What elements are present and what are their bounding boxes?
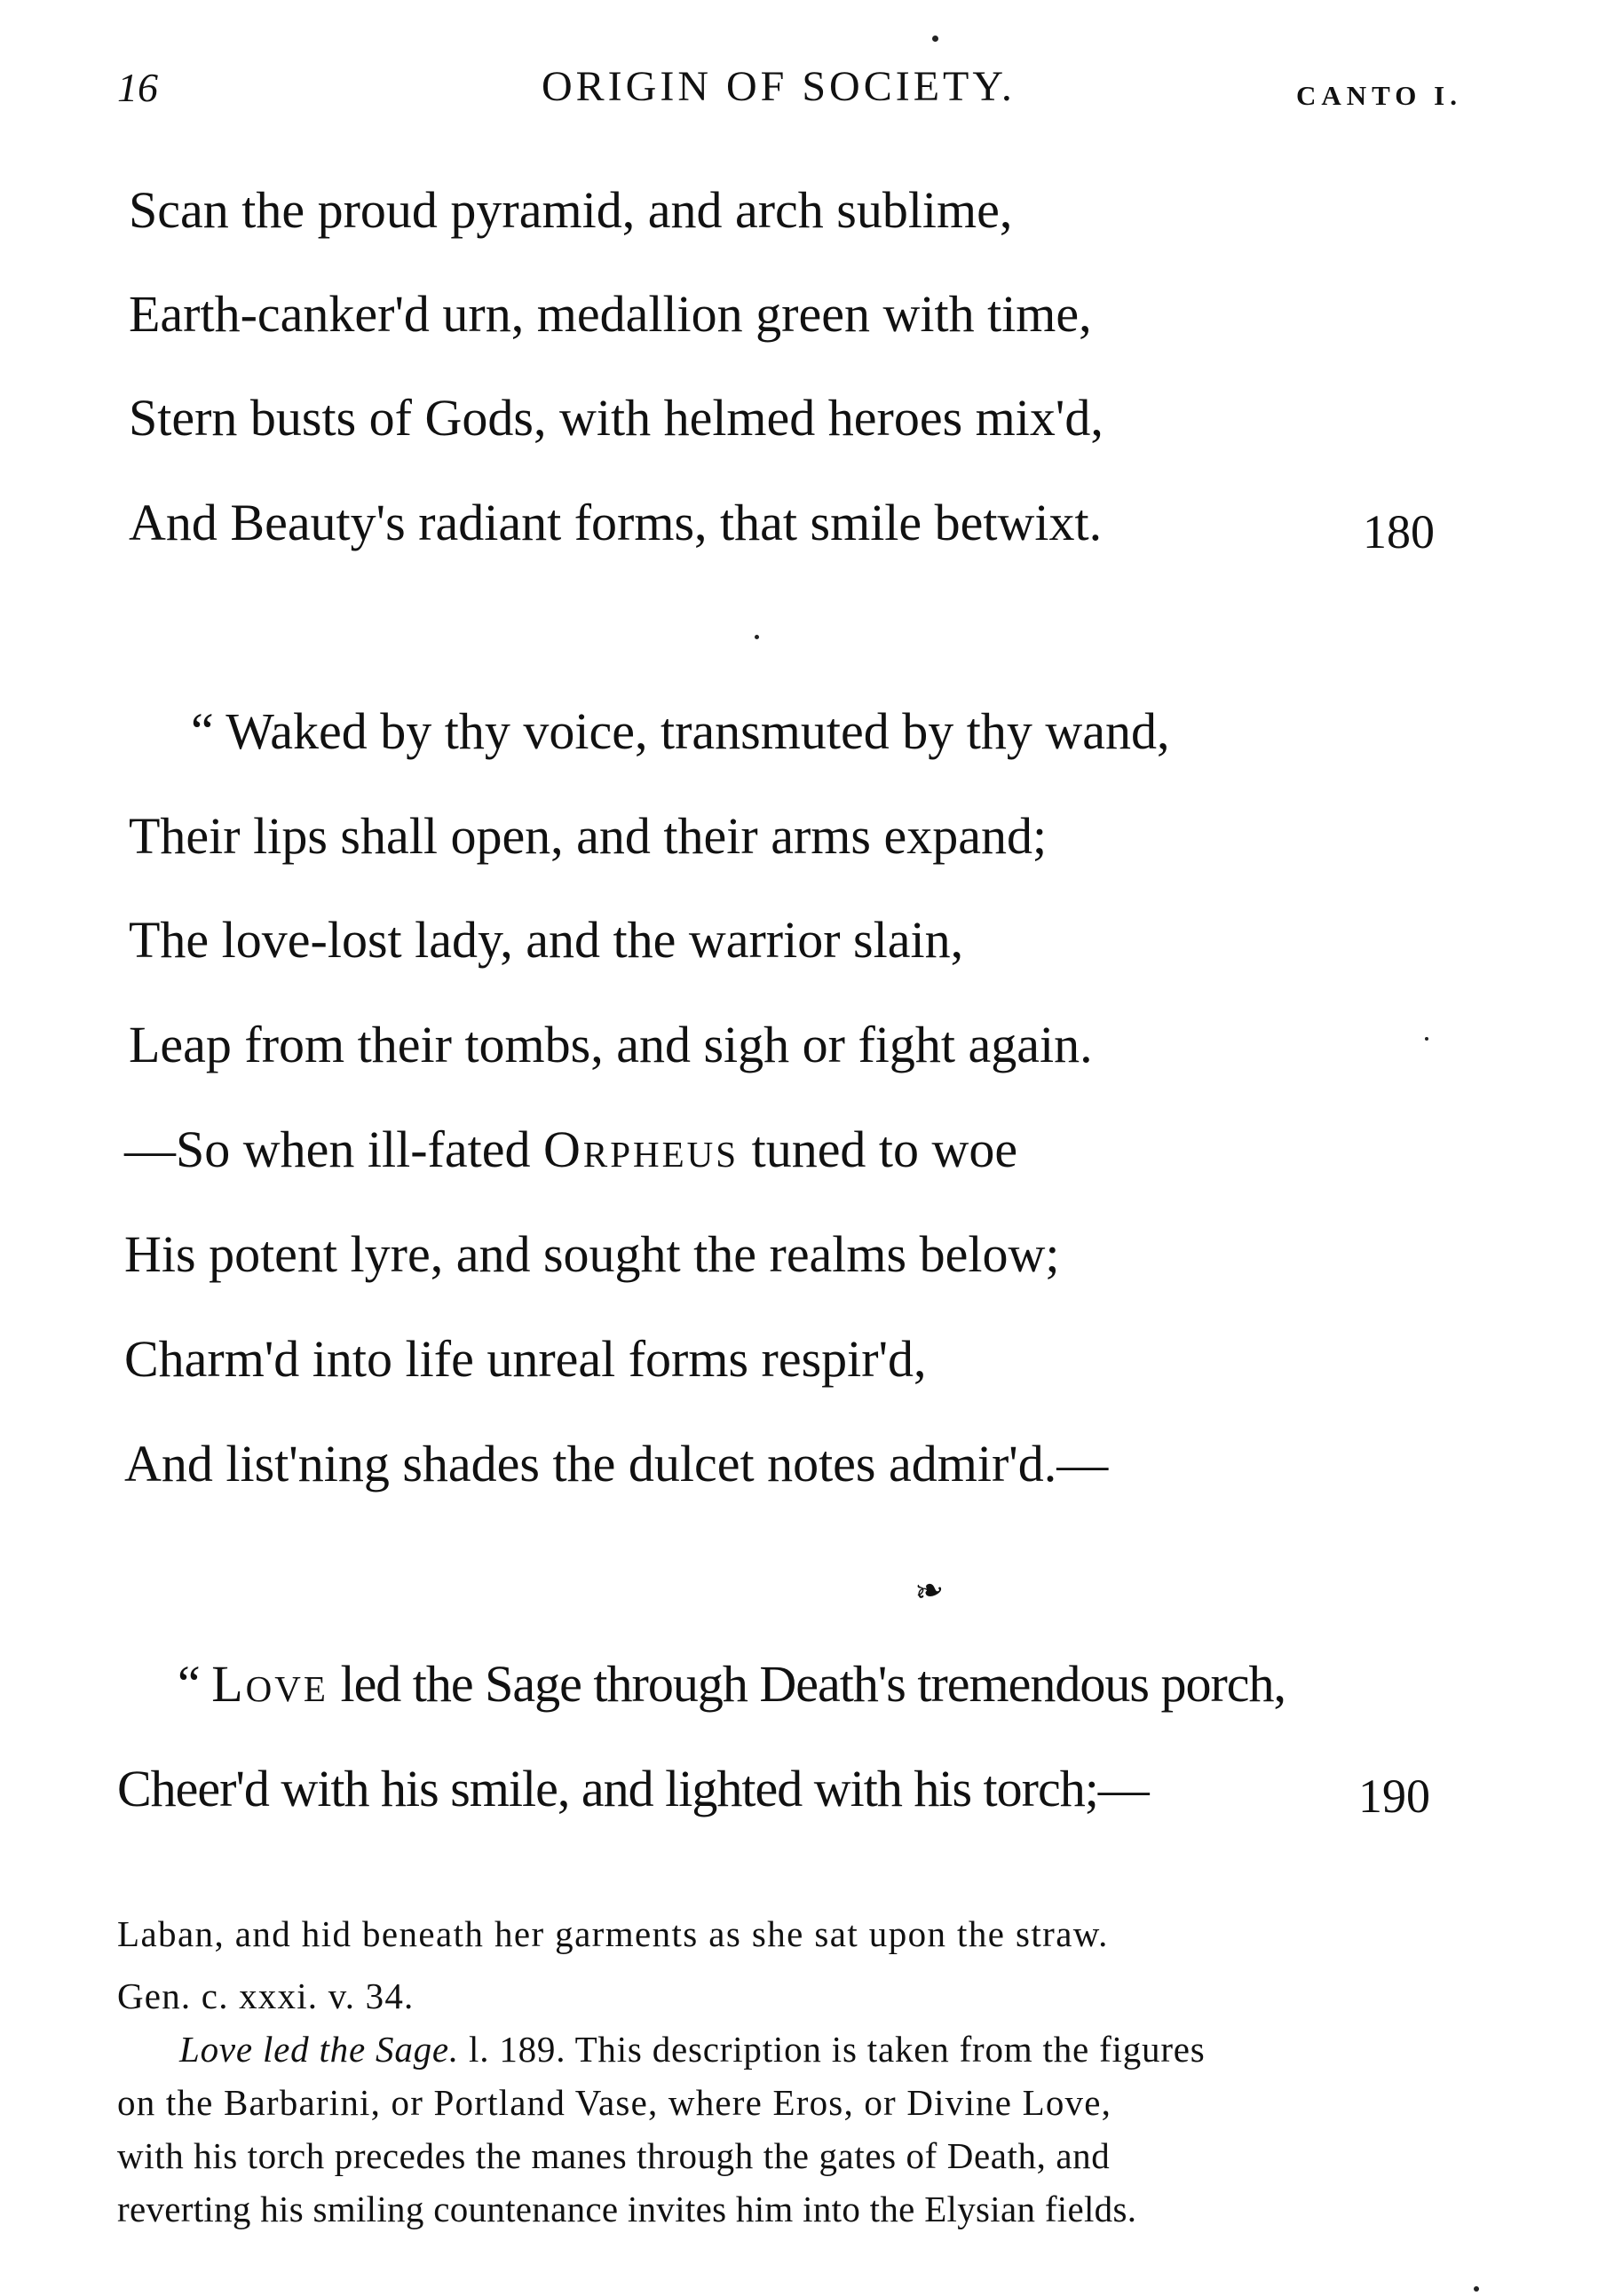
verse-line: Scan the proud pyramid, and arch sublime, [129, 181, 1013, 239]
verse-line: And list'ning shades the dulcet notes admir'd.— [124, 1435, 1109, 1492]
footnote-line: reverting his smiling countenance invites him into the Elysian fields. [117, 2189, 1137, 2229]
footnote-love-led-sage [179, 2031, 1206, 2068]
ornament-fleuron: ❧ [910, 1568, 948, 1613]
verse-line: Their lips shall open, and their arms expand; [129, 807, 1048, 865]
verse-line-orpheus [124, 1120, 1018, 1178]
line-number-180: 180 [1363, 505, 1435, 558]
verse-text: led the Sage through Death's tremendous porch, [328, 1655, 1286, 1713]
verse-line: Cheer'd with his smile, and lighted with his torch;— [117, 1760, 1149, 1817]
ink-speck [1425, 1037, 1428, 1041]
page-number: 16 [117, 65, 158, 110]
ink-speck [1474, 2286, 1479, 2292]
footnote-text: l. 189. [458, 2029, 566, 2070]
page-header [0, 55, 1598, 117]
canto-label: CANTO I. [1296, 80, 1462, 111]
verse-line: Leap from their tombs, and sigh or fight again. [129, 1016, 1093, 1073]
verse-line: His potent lyre, and sought the realms below; [124, 1225, 1060, 1283]
footnote-line: on the Barbarini, or Portland Vase, where Eros, or Divine Love, [117, 2082, 1112, 2123]
verse-text: —So when ill-fated [124, 1120, 543, 1178]
footnote-line: with his torch precedes the manes through the gates of Death, and [117, 2135, 1111, 2176]
footnote-line: Laban, and hid beneath her garments as she sat upon the straw. [117, 1913, 1109, 1954]
verse-line: The love-lost lady, and the warrior slain, [129, 911, 964, 969]
verse-line: Charm'd into life unreal forms respir'd, [124, 1330, 927, 1388]
footnote-line: Gen. c. xxxi. v. 34. [117, 1975, 415, 2016]
ink-speck [932, 36, 938, 42]
verse-text: “ [178, 1655, 212, 1713]
verse-line: “ Waked by thy voice, transmuted by thy wand, [191, 702, 1170, 760]
line-number-190: 190 [1358, 1770, 1430, 1823]
name-love: Love [211, 1655, 328, 1713]
ink-speck [755, 635, 759, 639]
running-title: ORIGIN OF SOCIETY. [542, 63, 1016, 110]
verse-line-love [178, 1655, 1286, 1713]
footnote-reference: Love led the Sage. [179, 2029, 459, 2070]
verse-text: tuned to woe [739, 1120, 1018, 1178]
verse-line: And Beauty's radiant forms, that smile betwixt. [129, 494, 1103, 551]
verse-line: Earth-canker'd urn, medallion green with time, [129, 285, 1092, 343]
verse-line: Stern busts of Gods, with helmed heroes mix'd, [129, 389, 1104, 447]
name-orpheus: Orpheus [542, 1120, 740, 1178]
footnote-text: This description is taken from the figures [566, 2029, 1206, 2070]
